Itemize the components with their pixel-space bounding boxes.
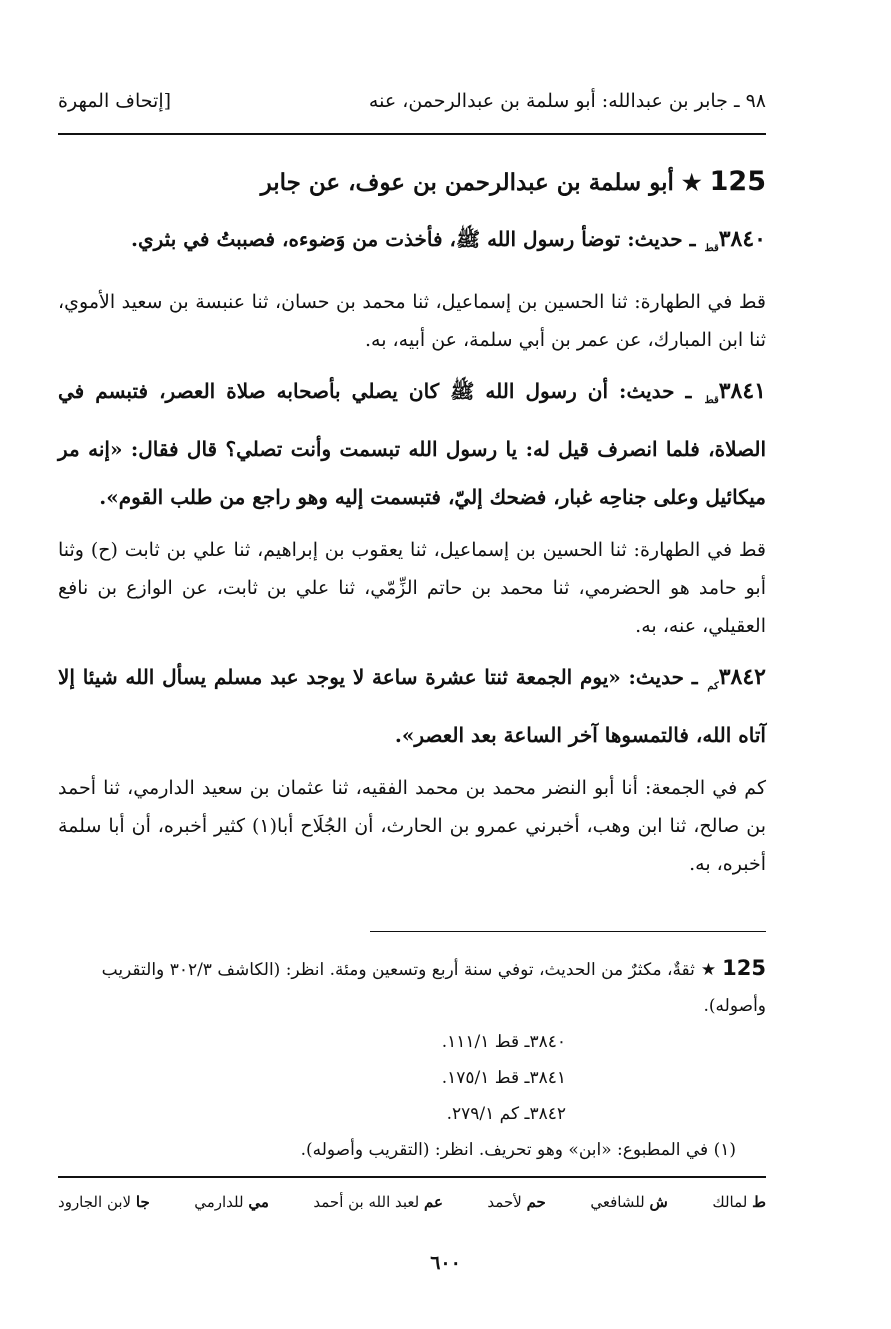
- hadith-3840: [58, 215, 766, 273]
- hadith-number: ٣٨٤٠: [718, 226, 766, 252]
- star-icon: ★: [700, 960, 717, 980]
- isnad-3842: كم في الجمعة: أنا أبو النضر محمد بن محمد الفقيه، ثنا عثمان بن سعيد الدارمي، ثنا أحمد بن صالح، ثنا ابن وهب، أخبرني عمرو بن الحارث، أن الجُلَاح أبا(١) كثير أخبره، أن أبا سلمة أخبره، به.: [58, 777, 766, 875]
- footnote-text: ثقةٌ، مكثرٌ من الحديث، توفي سنة أربع وتسعين ومئة. انظر: (الكاشف ٣٠٢/٣ والتقريب وأصوله).: [101, 960, 766, 1016]
- section-heading: [58, 160, 766, 205]
- hadith-3842: [58, 653, 766, 759]
- source-mark: قط: [704, 243, 719, 254]
- abbreviation-item: عم لعبد الله بن أحمد: [313, 1193, 443, 1211]
- footnote-rule: [370, 931, 766, 932]
- isnad-3840: قط في الطهارة: ثنا الحسين بن إسماعيل، ثنا محمد بن حسان، ثنا عنبسة بن سعيد الأموي، ثنا ابن المبارك، عن عمر بن أبي سلمة، عن أبيه، به.: [58, 291, 766, 351]
- abbreviation-item: حم لأحمد: [487, 1193, 546, 1211]
- page-number: ٦٠٠: [430, 1252, 461, 1274]
- section-title: أبو سلمة بن عبدالرحمن بن عوف، عن جابر: [260, 169, 674, 196]
- isnad-3841: قط في الطهارة: ثنا الحسين بن إسماعيل، ثنا يعقوب بن إبراهيم، ثنا علي بن ثابت (ح) وثنا أبو حامد هو الحضرمي، ثنا محمد بن حاتم الزِّمّي، ثنا علي بن ثابت، عن الوازع بن نافع العقيلي، عنه، به.: [58, 539, 766, 637]
- hadith-3841: [58, 367, 766, 521]
- hadith-number: ٣٨٤١: [718, 378, 766, 404]
- footnotes: [58, 950, 766, 1168]
- abbreviations-key: [58, 1193, 766, 1211]
- abbreviation-item: ش للشافعي: [590, 1193, 668, 1211]
- header-chapter-title: ٩٨ ـ جابر بن عبدالله: أبو سلمة بن عبدالرحمن، عنه: [368, 90, 766, 112]
- hadith-number: ٣٨٤٢: [718, 664, 766, 690]
- section-number: 125: [709, 166, 766, 197]
- source-mark: قط: [704, 395, 719, 406]
- footnote-ref: ٣٨٤١ـ قط ١٧٥/١.: [441, 1068, 566, 1088]
- footnote-ref: ٣٨٤٠ـ قط ١١١/١.: [441, 1032, 566, 1052]
- abbreviation-item: جا لابن الجارود: [58, 1193, 150, 1211]
- hadith-text: ـ حديث: أن رسول الله ﷺ كان يصلي بأصحابه صلاة العصر، فتبسم في الصلاة، فلما انصرف قيل له: يا رسول الله تبسمت وأنت تصلي؟ قال فقال: «إنه مر ميكائيل وعلى جناحِه غبار، فضحك إليّ، فتبسمت إليه وهو راجع من طلب القوم».: [58, 379, 766, 509]
- footnote-correction: (١) في المطبوع: «ابن» وهو تحريف. انظر: (التقريب وأصوله).: [300, 1140, 736, 1160]
- abbreviation-item: ط لمالك: [712, 1193, 766, 1211]
- star-icon: ★: [681, 170, 702, 196]
- footnote-narrator: [58, 950, 766, 1024]
- running-header: [58, 84, 766, 118]
- header-book-title: [إتحاف المهرة: [58, 90, 172, 112]
- footnote-number: 125: [722, 956, 766, 980]
- abbreviation-item: مي للدارمي: [194, 1193, 269, 1211]
- footnote-ref: ٣٨٤٢ـ كم ٢٧٩/١.: [446, 1104, 566, 1124]
- abbreviations-rule: [58, 1176, 766, 1178]
- main-text: [58, 160, 766, 891]
- header-rule: [58, 133, 766, 135]
- hadith-text: ـ حديث: توضأ رسول الله ﷺ، فأخذت من وَضوءه، فصببتُ في بثري.: [131, 227, 696, 251]
- source-mark: كم: [707, 681, 719, 692]
- hadith-text: ـ حديث: «يوم الجمعة ثنتا عشرة ساعة لا يوجد عبد مسلم يسأل الله شيئا إلا آتاه الله، فالتمسوها آخر الساعة بعد العصر».: [58, 665, 766, 747]
